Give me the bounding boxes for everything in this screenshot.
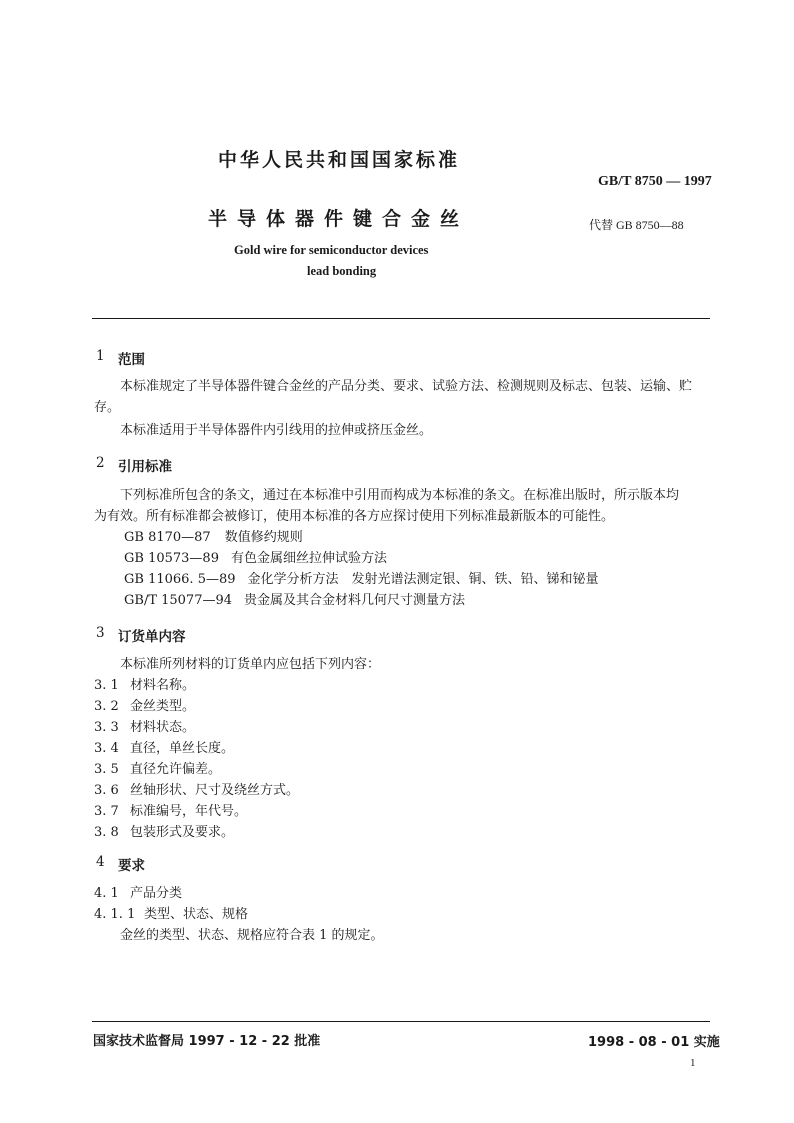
page-number: 1	[690, 1057, 696, 1069]
section-number: 1	[96, 348, 105, 364]
section-number: 3	[96, 625, 105, 641]
paragraph: 为有效。所有标准都会被修订，使用本标准的各方应探讨使用下列标准最新版本的可能性。	[94, 509, 615, 524]
paragraph: 本标准适用于半导体器件内引线用的拉伸或挤压金丝。	[120, 423, 433, 438]
header-divider	[92, 318, 710, 319]
section-number: 4	[96, 854, 105, 870]
item-number: 3. 1	[94, 678, 119, 693]
reference-code: GB 8170—87	[124, 530, 211, 545]
section-title: 订货单内容	[118, 629, 186, 645]
reference-code: GB 10573—89	[124, 551, 219, 566]
item-number: 3. 3	[94, 720, 119, 735]
reference-item	[124, 549, 387, 569]
paragraph: 金丝的类型、状态、规格应符合表 1 的规定。	[120, 928, 384, 943]
item-text: 材料名称。	[130, 678, 196, 693]
subsection-heading	[94, 884, 182, 904]
paragraph: 本标准所列材料的订货单内应包括下列内容：	[120, 657, 381, 672]
reference-code: GB/T 15077—94	[124, 593, 233, 608]
item-number: 3. 7	[94, 804, 119, 819]
reference-item	[124, 591, 465, 611]
list-item	[94, 697, 195, 717]
subsection-heading	[94, 905, 248, 925]
list-item	[94, 802, 247, 822]
reference-title: 数值修约规则	[224, 530, 303, 545]
national-standard-heading: 中华人民共和国国家标准	[218, 149, 461, 171]
paragraph: 存。	[94, 400, 121, 415]
section-number: 2	[96, 455, 105, 471]
item-text: 材料状态。	[130, 720, 196, 735]
subsection-title: 类型、状态、规格	[144, 907, 249, 922]
list-item	[94, 760, 221, 780]
item-text: 丝轴形状、尺寸及绕丝方式。	[130, 783, 300, 798]
reference-title: 金化学分析方法 发射光谱法测定银、铜、铁、铅、锑和铋量	[247, 572, 599, 587]
implementation-date: 1998 - 08 - 01 实施	[588, 1035, 720, 1050]
reference-item	[124, 528, 303, 548]
list-item	[94, 781, 299, 801]
list-item	[94, 676, 195, 696]
reference-title: 贵金属及其合金材料几何尺寸测量方法	[244, 593, 466, 608]
reference-title: 有色金属细丝拉伸试验方法	[230, 551, 387, 566]
list-item	[94, 823, 234, 843]
replaces-note: 代替 GB 8750—88	[589, 218, 684, 232]
section-title: 要求	[118, 858, 145, 874]
reference-code: GB 11066. 5—89	[124, 572, 236, 587]
item-number: 3. 4	[94, 741, 119, 756]
document-title: 半导体器件键合金丝	[208, 208, 470, 230]
item-text: 金丝类型。	[130, 699, 196, 714]
section-title: 引用标准	[118, 459, 172, 475]
list-item	[94, 739, 234, 759]
english-title-line1: Gold wire for semiconductor devices	[234, 243, 429, 257]
section-title: 范围	[118, 352, 145, 368]
subsection-number: 4. 1. 1	[94, 907, 136, 922]
approval-note: 国家技术监督局 1997 - 12 - 22 批准	[93, 1034, 321, 1049]
footer-divider	[92, 1021, 710, 1022]
item-number: 3. 6	[94, 783, 119, 798]
item-text: 包装形式及要求。	[130, 825, 235, 840]
english-title-line2: lead bonding	[307, 264, 377, 278]
subsection-number: 4. 1	[94, 886, 119, 901]
paragraph: 本标准规定了半导体器件键合金丝的产品分类、要求、试验方法、检测规则及标志、包装、运输、贮	[120, 379, 693, 394]
paragraph: 下列标准所包含的条文，通过在本标准中引用而构成为本标准的条文。在标准出版时，所示版本均	[120, 488, 680, 503]
list-item	[94, 718, 195, 738]
item-text: 标准编号，年代号。	[130, 804, 248, 819]
item-number: 3. 8	[94, 825, 119, 840]
item-number: 3. 2	[94, 699, 119, 714]
subsection-title: 产品分类	[130, 886, 183, 901]
reference-item	[124, 570, 599, 590]
standard-code: GB/T 8750 — 1997	[598, 174, 712, 189]
item-text: 直径允许偏差。	[130, 762, 222, 777]
item-text: 直径，单丝长度。	[130, 741, 235, 756]
item-number: 3. 5	[94, 762, 119, 777]
